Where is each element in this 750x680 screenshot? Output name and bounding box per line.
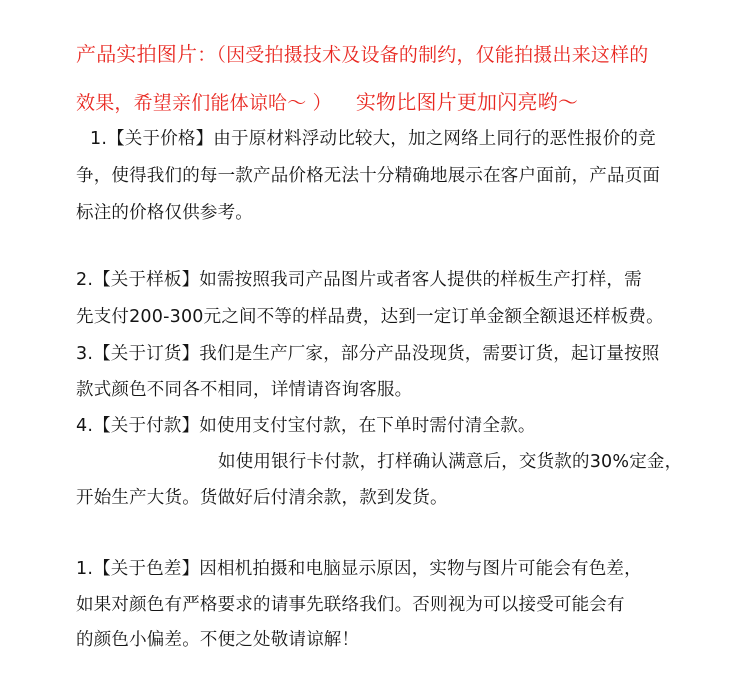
price-line-1: 1.【关于价格】由于原材料浮动比较大，加之网络上同行的恶性报价的竞 (90, 129, 656, 149)
header-note-2: 效果，希望亲们能体谅哈～ ） (76, 92, 332, 114)
header-title: 产品实拍图片 (76, 42, 198, 66)
price-line-3: 标注的价格仅供参考。 (76, 203, 253, 223)
header-line-2 (76, 86, 578, 115)
sample-line-2: 先支付200-300元之间不等的样品费，达到一定订单金额全额退还样板费。 (76, 307, 664, 327)
header-note-1: ：（因受拍摄技术及设备的制约，仅能拍摄出来这样的 (197, 44, 649, 66)
order-line-2: 款式颜色不同各不相同，详情请咨询客服。 (76, 380, 413, 400)
color-line-1: 1.【关于色差】因相机拍摄和电脑显示原因，实物与图片可能会有色差， (76, 559, 642, 579)
payment-line-1: 4.【关于付款】如使用支付宝付款，在下单时需付清全款。 (76, 416, 536, 436)
header-highlight: 实物比图片更加闪亮哟～ (355, 90, 579, 114)
payment-line-2: 如使用银行卡付款，打样确认满意后，交货款的30%定金， (218, 452, 683, 472)
price-line-2: 争，使得我们的每一款产品价格无法十分精确地展示在客户面前，产品页面 (76, 166, 661, 186)
payment-line-3: 开始生产大货。货做好后付清余款，款到发货。 (76, 488, 448, 508)
color-line-2: 如果对颜色有严格要求的请事先联络我们。否则视为可以接受可能会有 (76, 595, 625, 615)
order-line-1: 3.【关于订货】我们是生产厂家，部分产品没现货，需要订货，起订量按照 (76, 344, 660, 364)
sample-line-1: 2.【关于样板】如需按照我司产品图片或者客人提供的样板生产打样，需 (76, 270, 642, 290)
color-line-3: 的颜色小偏差。不便之处敬请谅解！ (76, 630, 360, 650)
header-line-1 (76, 38, 649, 67)
